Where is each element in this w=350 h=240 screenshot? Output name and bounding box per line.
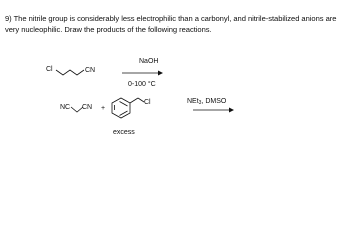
nitrile-label-right: CN (82, 104, 93, 111)
plus-sign: + (101, 105, 106, 112)
nitrile-label-left: NC (60, 104, 71, 111)
reagent-net3-dmso: NEt$_3$, DMSO (187, 98, 227, 106)
question-text: 9) The nitrile group is considerably less electrophilic than a carbonyl, and nitrile-stabilized anions are very nucleophilic. Draw the products of the following reactions. (5, 14, 337, 34)
chlorine-label: Cl (46, 66, 53, 73)
condition-temperature: 0-100 °C (128, 81, 156, 88)
excess-label: excess (113, 129, 135, 136)
nitrile-label: CN (85, 67, 96, 74)
reagent-naoh: NaOH (139, 58, 159, 65)
chlorine-label-2: Cl (144, 99, 151, 106)
